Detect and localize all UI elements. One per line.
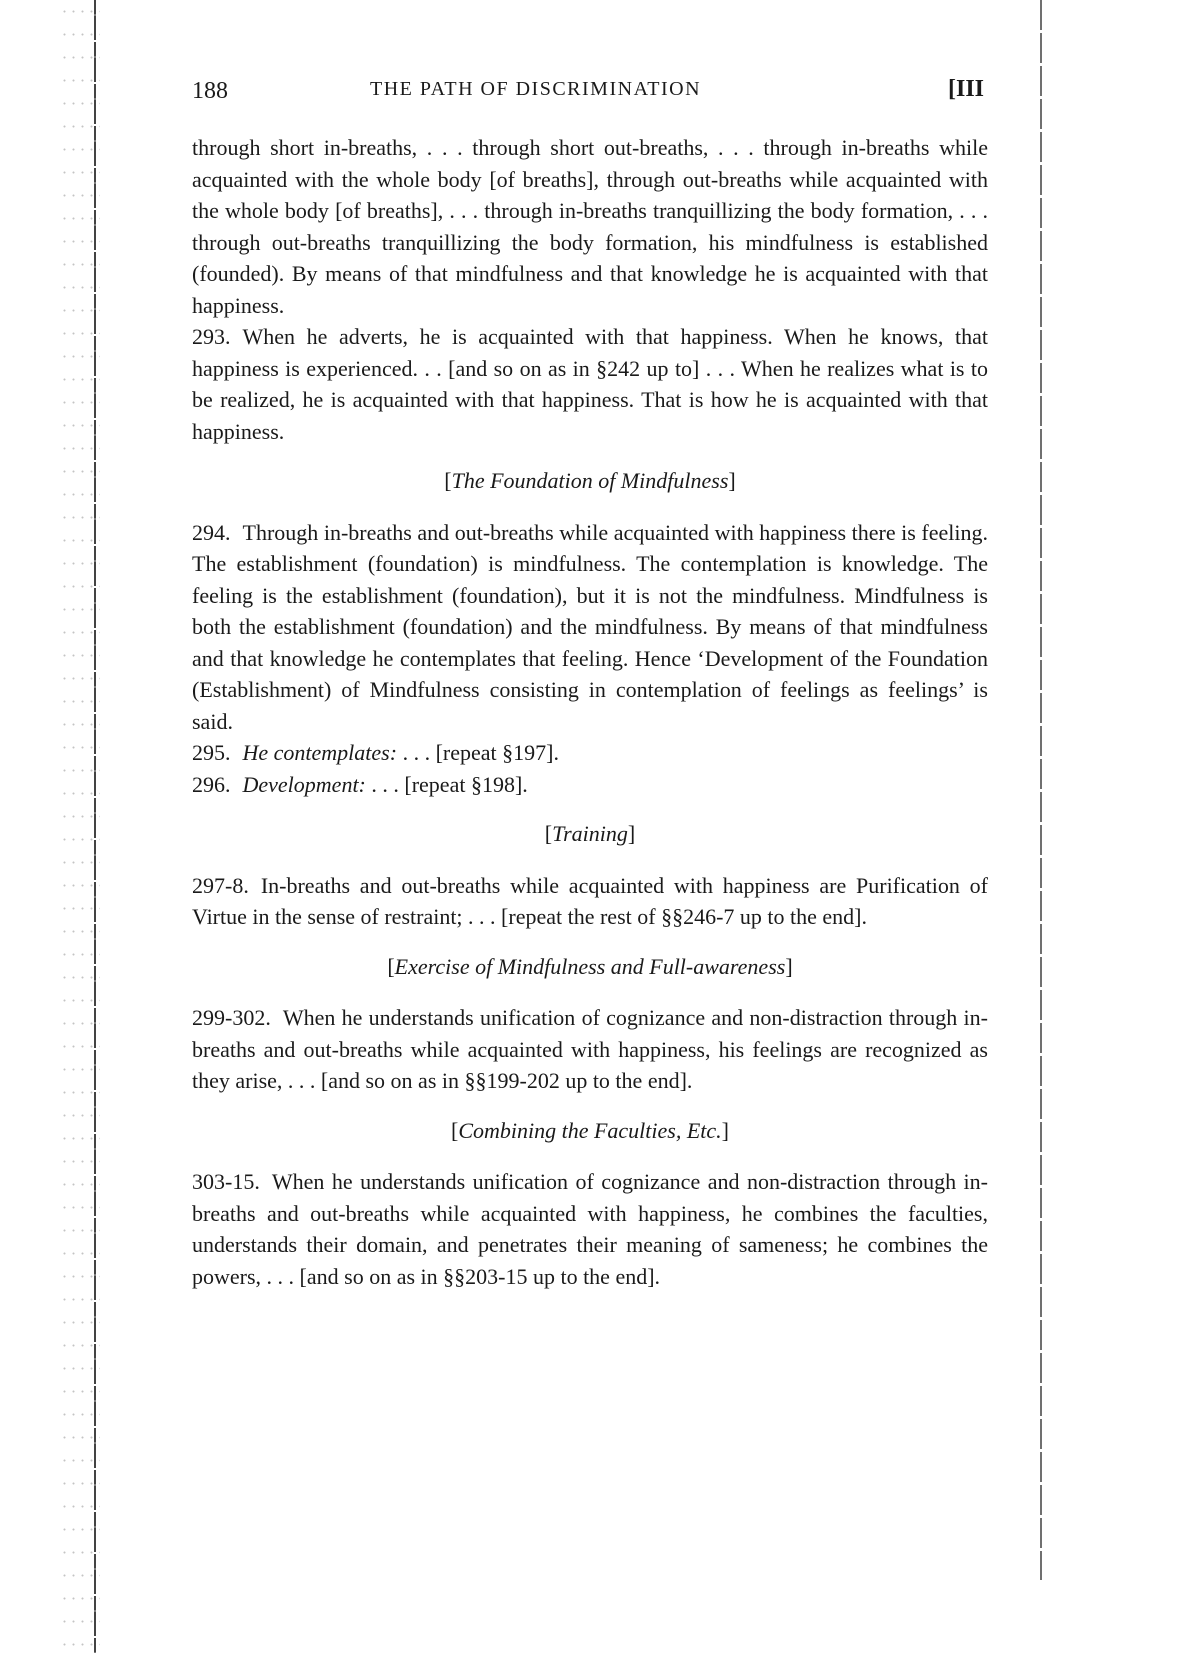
section-number: 303-15.	[192, 1169, 260, 1194]
running-title: THE PATH OF DISCRIMINATION	[370, 78, 702, 100]
section-heading-foundation-of-mindfulness: [The Foundation of Mindfulness]	[444, 468, 736, 493]
section-heading-exercise-of-mindfulness: [Exercise of Mindfulness and Full-awareness]	[387, 953, 793, 979]
section-heading-training: [Training]	[544, 821, 636, 846]
paragraph-text: through short in-breaths, . . . through short out-breaths, . . . through in-breaths while acquainted with the whole body [of breaths], through out-breaths while acquainted with the whole body [of breaths], . . . through in-breaths tranquillizing the body formation, . . . through out-breaths tranquillizing the body formation, his mindfulness is established (founded). By means of that mindfulness and that knowledge he is acquainted with that happiness.	[192, 135, 988, 318]
paragraph-299-302	[192, 1002, 988, 1097]
italic-lead: Development:	[242, 771, 366, 797]
paragraph-text: When he understands unification of cognizance and non-distraction through in-breaths and out-breaths while acquainted with happiness, his feelings are recognized as they arise, . . . [and so on as in §§199-202 up to the end].	[192, 1005, 988, 1093]
heading-text: The Foundation of Mindfulness	[451, 468, 729, 493]
paragraph-continuation	[192, 132, 988, 321]
section-number: 297-8.	[192, 872, 249, 898]
page-body	[192, 132, 988, 1292]
section-number: 296.	[192, 771, 231, 797]
scan-binding-edge-right	[1040, 0, 1042, 1580]
section-number: 299-302.	[192, 1005, 271, 1030]
book-page	[192, 70, 988, 1292]
paragraph-296	[192, 769, 988, 801]
paragraph-text: In-breaths and out-breaths while acquainted with happiness are Purification of Virtue in the sense of restraint; . . . [repeat the rest of §§246-7 up to the end].	[192, 872, 988, 929]
paragraph-297-8	[192, 870, 988, 933]
paragraph-text: . . . [repeat §198].	[365, 771, 528, 797]
paragraph-text: When he adverts, he is acquainted with that happiness. When he knows, that happiness is experienced. . . [and so on as in §242 up to] . . . When he realizes what is to be realized, he is acquainted with that happiness. That is how he is acquainted with that happiness.	[192, 324, 988, 444]
paragraph-text: Through in-breaths and out-breaths while acquainted with happiness there is feeling. The establishment (foundation) is mindfulness. The contemplation is knowledge. The feeling is the establishment (foundation), but it is not the mindfulness. Mindfulness is both the establishment (foundation) and the mindfulness. By means of that mindfulness and that knowledge he contemplates that feeling. Hence ‘Development of the Foundation (Establishment) of Mindfulness consisting in contemplation of feelings as feelings’ is said.	[192, 519, 988, 734]
paragraph-303-15	[192, 1166, 988, 1292]
heading-text: Training	[552, 821, 628, 846]
page-number: 188	[192, 78, 228, 104]
section-number: 294.	[192, 519, 231, 545]
running-head	[192, 70, 988, 110]
section-number: 293.	[192, 324, 231, 349]
paragraph-text: When he understands unification of cognizance and non-distraction through in-breaths and out-breaths while acquainted with happiness, he combines the faculties, understands their domain, and penetrates their meaning of sameness; he combines the powers, . . . [and so on as in §§203-15 up to the end].	[192, 1169, 988, 1289]
heading-text: Combining the Faculties, Etc.	[458, 1117, 722, 1143]
section-heading-combining-the-faculties: [Combining the Faculties, Etc.]	[450, 1117, 729, 1143]
chapter-marker: [III	[947, 76, 984, 102]
paragraph-text: . . . [repeat §197].	[397, 740, 559, 765]
heading-text: Exercise of Mindfulness and Full-awareness	[394, 953, 786, 979]
paragraph-293	[192, 321, 988, 447]
paragraph-294	[192, 517, 988, 738]
section-number: 295.	[192, 740, 231, 765]
italic-lead: He contemplates:	[242, 740, 398, 765]
paragraph-295	[192, 737, 988, 769]
scan-noise-left	[60, 0, 100, 1653]
